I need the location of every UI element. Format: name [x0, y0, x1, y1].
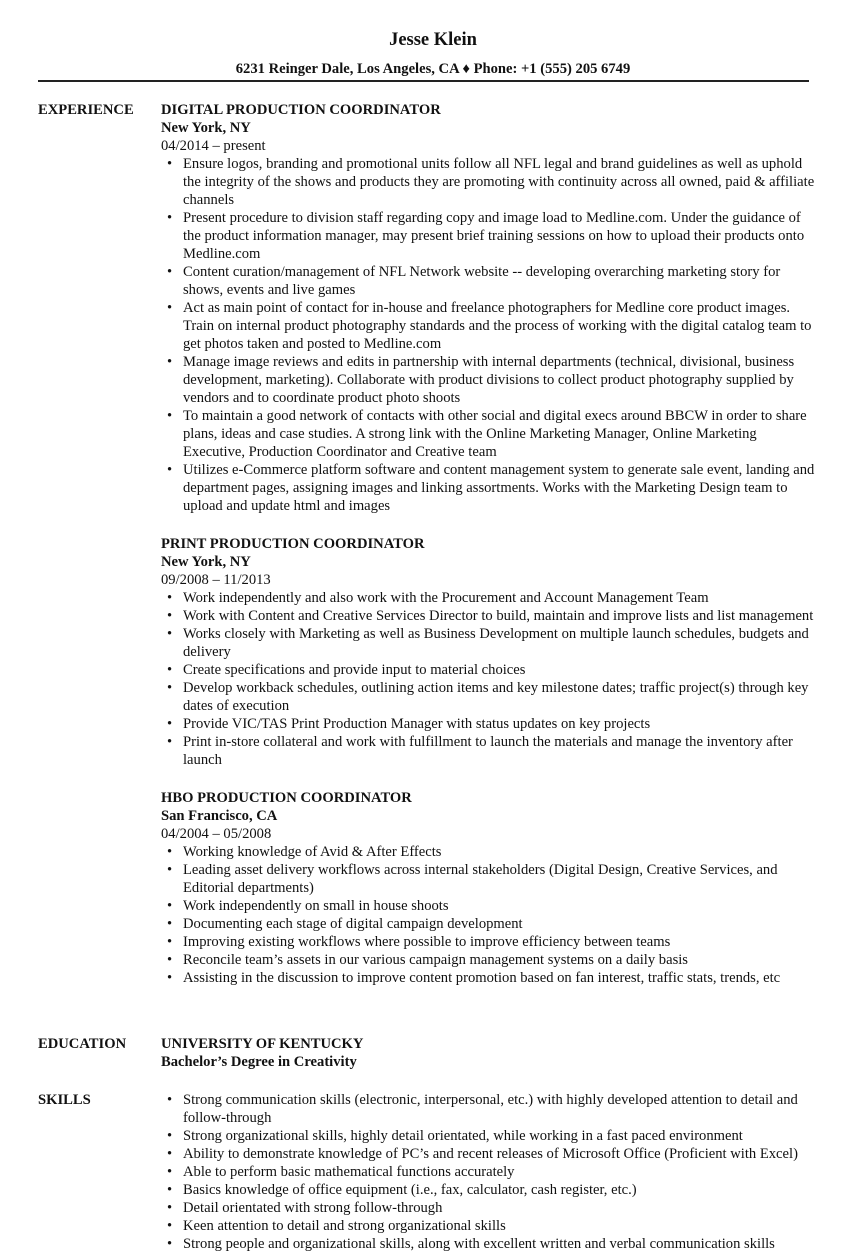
- bullet-item: • Create specifications and provide input to material choices: [183, 661, 821, 679]
- skills-heading: SKILLS: [38, 1092, 91, 1108]
- bullet-item: • Act as main point of contact for in-house and freelance photographers for Medline core product images. Train on internal product photography standards and the process of working with the digital catalog team to get photos taken and posted to Medline.com: [183, 299, 821, 353]
- contact-line: 6231 Reinger Dale, Los Angeles, CA ♦ Phone: +1 (555) 205 6749: [235, 61, 631, 77]
- skill-item: • Ability to demonstrate knowledge of PC’s and recent releases of Microsoft Office (Proficient with Excel): [183, 1145, 821, 1163]
- job-title: HBO PRODUCTION COORDINATOR: [161, 790, 412, 806]
- experience-body: [161, 101, 821, 1007]
- skill-item: • Strong organizational skills, highly detail orientated, while working in a fast paced environment: [183, 1127, 821, 1145]
- bullet-item: • Manage image reviews and edits in partnership with internal departments (technical, divisional, business development, marketing). Collaborate with product divisions to collect product photography supplied by vendors and to coordinate product photo shoots: [183, 353, 821, 407]
- skills-list: [161, 1091, 821, 1253]
- job-dates: 04/2004 – 05/2008: [161, 826, 272, 842]
- job-bullets: [161, 843, 821, 987]
- bullet-item: • Assisting in the discussion to improve content promotion based on fan interest, traffic stats, trends, etc: [183, 969, 821, 987]
- education-heading: EDUCATION: [38, 1036, 127, 1052]
- bullet-item: • Utilizes e-Commerce platform software and content management system to generate sale event, landing and department pages, assigning images and linking assortments. Works with the Marketing Design team to upload and update html and images: [183, 461, 821, 515]
- bullet-item: • Leading asset delivery workflows across internal stakeholders (Digital Design, Creative Services, and Editorial departments): [183, 861, 821, 897]
- job-title: DIGITAL PRODUCTION COORDINATOR: [161, 102, 441, 118]
- bullet-item: • Improving existing workflows where possible to improve efficiency between teams: [183, 933, 821, 951]
- bullet-item: • Print in-store collateral and work with fulfillment to launch the materials and manage the inventory after launch: [183, 733, 821, 769]
- header-divider: [38, 80, 809, 82]
- job-title: PRINT PRODUCTION COORDINATOR: [161, 536, 425, 552]
- bullet-item: • Reconcile team’s assets in our various campaign management systems on a daily basis: [183, 951, 821, 969]
- degree: Bachelor’s Degree in Creativity: [161, 1054, 357, 1070]
- candidate-name: Jesse Klein: [389, 30, 477, 50]
- skill-item: • Strong people and organizational skills, along with excellent written and verbal communication skills: [183, 1235, 821, 1253]
- resume-header: [0, 28, 866, 78]
- job-location: New York, NY: [161, 554, 251, 570]
- bullet-item: • Working knowledge of Avid & After Effects: [183, 843, 821, 861]
- bullet-item: • To maintain a good network of contacts with other social and digital execs around BBCW in order to share plans, ideas and case studies. A strong link with the Online Marketing Manager, Online Marketing Executive, Production Coordinator and Creative team: [183, 407, 821, 461]
- job-entry: [161, 789, 821, 987]
- job-entry: [161, 535, 821, 769]
- experience-heading: EXPERIENCE: [38, 102, 134, 118]
- job-entry: [161, 101, 821, 515]
- bullet-item: • Develop workback schedules, outlining action items and key milestone dates; traffic project(s) through key dates of execution: [183, 679, 821, 715]
- job-location: New York, NY: [161, 120, 251, 136]
- bullet-item: • Work independently and also work with the Procurement and Account Management Team: [183, 589, 821, 607]
- bullet-item: • Ensure logos, branding and promotional units follow all NFL legal and brand guidelines as well as uphold the integrity of the shows and products they are promoting with continuity across all owned, paid & affiliate channels: [183, 155, 821, 209]
- skills-body: [161, 1091, 821, 1253]
- bullet-item: • Provide VIC/TAS Print Production Manager with status updates on key projects: [183, 715, 821, 733]
- job-dates: 04/2014 – present: [161, 138, 266, 154]
- bullet-item: • Work with Content and Creative Services Director to build, maintain and improve lists and list management: [183, 607, 821, 625]
- bullet-item: • Work independently on small in house shoots: [183, 897, 821, 915]
- education-body: [161, 1035, 821, 1071]
- skill-item: • Basics knowledge of office equipment (i.e., fax, calculator, cash register, etc.): [183, 1181, 821, 1199]
- job-bullets: [161, 155, 821, 515]
- skill-item: • Strong communication skills (electronic, interpersonal, etc.) with highly developed attention to detail and follow-through: [183, 1091, 821, 1127]
- bullet-item: • Documenting each stage of digital campaign development: [183, 915, 821, 933]
- skill-item: • Keen attention to detail and strong organizational skills: [183, 1217, 821, 1235]
- bullet-item: • Works closely with Marketing as well as Business Development on multiple launch schedules, budgets and delivery: [183, 625, 821, 661]
- school-name: UNIVERSITY OF KENTUCKY: [161, 1036, 364, 1052]
- bullet-item: • Present procedure to division staff regarding copy and image load to Medline.com. Under the guidance of the product information manager, may present brief training sessions on how to upload their products onto Medline.com: [183, 209, 821, 263]
- skill-item: • Able to perform basic mathematical functions accurately: [183, 1163, 821, 1181]
- job-location: San Francisco, CA: [161, 808, 278, 824]
- job-dates: 09/2008 – 11/2013: [161, 572, 271, 588]
- bullet-item: • Content curation/management of NFL Network website -- developing overarching marketing story for shows, events and live games: [183, 263, 821, 299]
- job-bullets: [161, 589, 821, 769]
- skill-item: • Detail orientated with strong follow-through: [183, 1199, 821, 1217]
